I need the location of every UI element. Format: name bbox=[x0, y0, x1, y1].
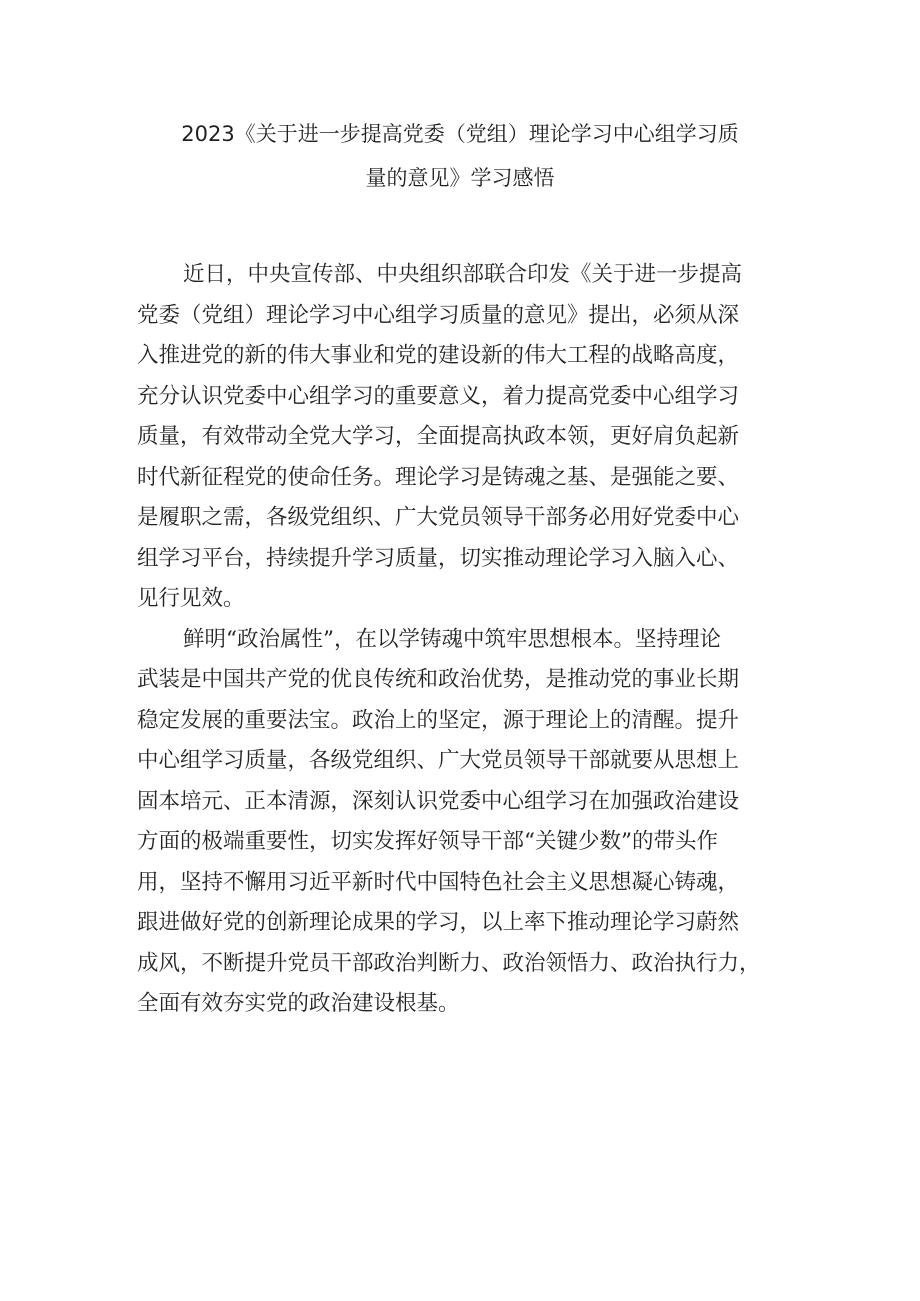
paragraph-line: 是履职之需，各级党组织、广大党员领导干部务必用好党委中心 bbox=[137, 505, 740, 530]
paragraph-line: 全面有效夯实党的政治建设根基。 bbox=[137, 991, 460, 1016]
paragraph-line: 见行见效。 bbox=[137, 586, 245, 611]
paragraph-line: 中心组学习质量，各级党组织、广大党员领导干部就要从思想上 bbox=[137, 748, 740, 773]
paragraph-line: 固本培元、正本清源，深刻认识党委中心组学习在加强政治建设 bbox=[137, 788, 740, 814]
paragraph-line: 质量，有效带动全党大学习，全面提高执政本领，更好肩负起新 bbox=[137, 424, 740, 449]
paragraph bbox=[137, 255, 807, 620]
paragraph-line: 武装是中国共产党的优良传统和政治优势，是推动党的事业长期 bbox=[137, 667, 740, 692]
paragraph-line: 组学习平台，持续提升学习质量，切实推动理论学习入脑入心、 bbox=[137, 545, 740, 571]
paragraph-line: 近日，中央宣传部、中央组织部联合印发《关于进一步提高 bbox=[183, 262, 743, 287]
paragraph-line: 鲜明“政治属性”，在以学铸魂中筑牢思想根本。坚持理论 bbox=[183, 626, 721, 652]
paragraph-line: 党委（党组）理论学习中心组学习质量的意见》提出，必须从深 bbox=[137, 302, 740, 328]
paragraph-line: 成风，不断提升党员干部政治判断力、政治领悟力、政治执行力， bbox=[137, 950, 761, 976]
paragraph-line: 时代新征程党的使命任务。理论学习是铸魂之基、是强能之要、 bbox=[137, 464, 740, 490]
paragraph-line: 充分认识党委中心组学习的重要意义，着力提高党委中心组学习 bbox=[137, 383, 740, 409]
paragraph-line: 用，坚持不懈用习近平新时代中国特色社会主义思想凝心铸魂， bbox=[137, 869, 740, 895]
title-line: 2023《关于进一步提高党委（党组）理论学习中心组学习质 bbox=[181, 122, 739, 146]
paragraph-line: 跟进做好党的创新理论成果的学习，以上率下推动理论学习蔚然 bbox=[137, 910, 740, 935]
document-title bbox=[130, 112, 790, 200]
paragraph-line: 入推进党的新的伟大事业和党的建设新的伟大工程的战略高度， bbox=[137, 343, 740, 368]
document-body bbox=[137, 255, 807, 1025]
paragraph-line: 方面的极端重要性，切实发挥好领导干部“关键少数”的带头作 bbox=[137, 829, 718, 854]
paragraph bbox=[137, 620, 807, 1025]
paragraph-line: 稳定发展的重要法宝。政治上的坚定，源于理论上的清醒。提升 bbox=[137, 707, 740, 733]
title-line: 量的意见》学习感悟 bbox=[365, 166, 555, 190]
